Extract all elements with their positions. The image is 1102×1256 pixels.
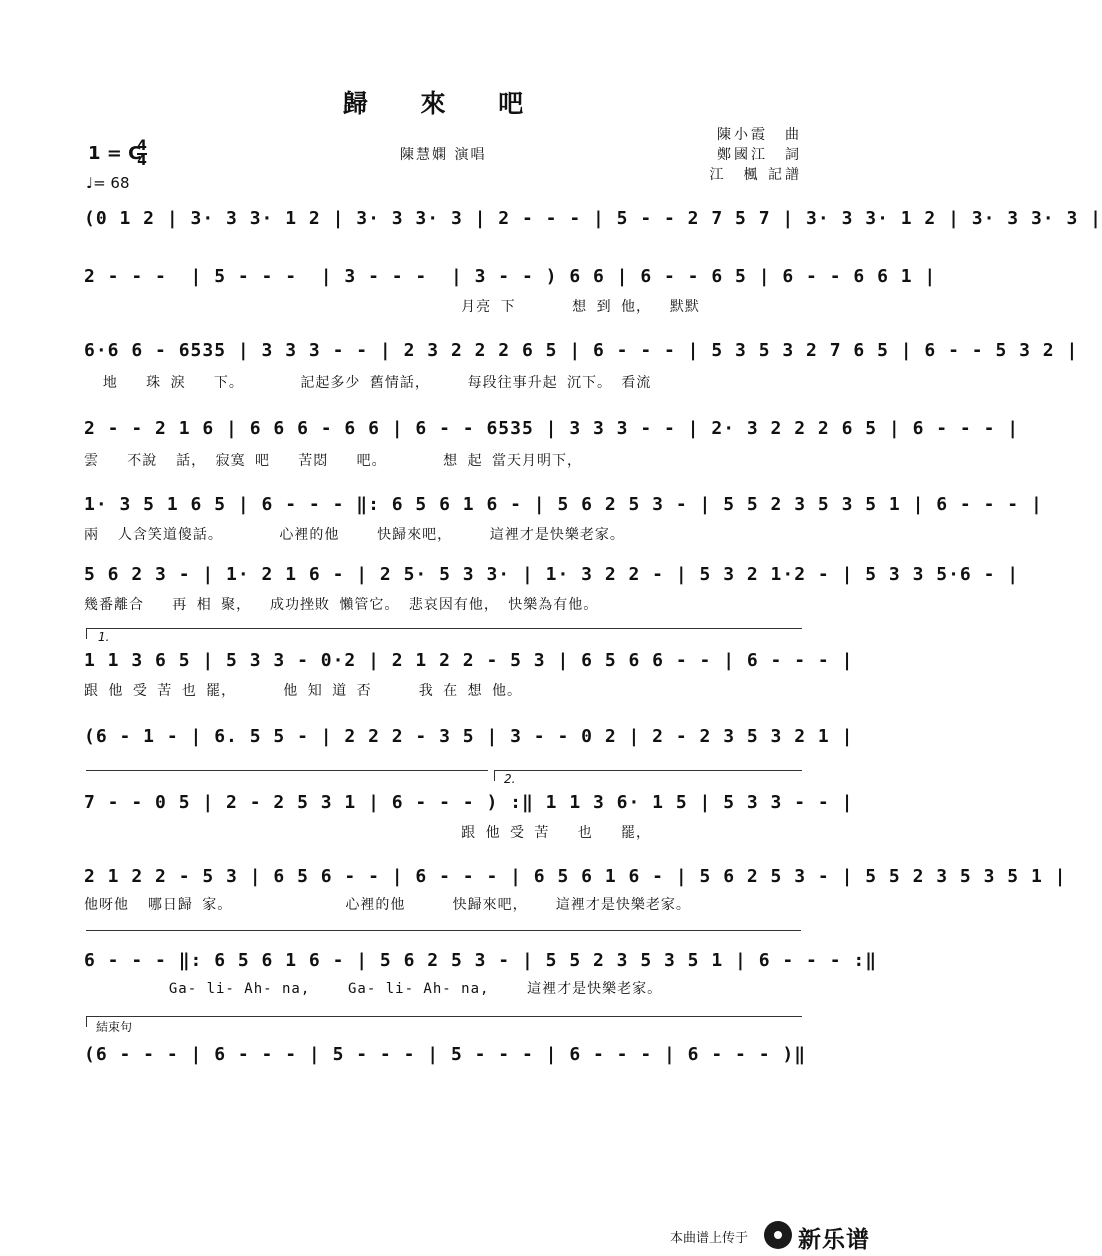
score-line-5-lyrics: 兩 人含笑道傻話。 心裡的他 快歸來吧， 這裡才是快樂老家。 bbox=[84, 527, 625, 543]
score-line-1-notes: (0 1 2 | 3· 3 3· 1 2 | 3· 3 3· 3 | 2 - - - | 5 - - 2 7 5 7 | 3· 3 3· 1 2 | 3· 3 3· 3 | bbox=[84, 208, 1102, 229]
score-title: 歸 來 吧 bbox=[342, 89, 546, 118]
score-line-10-lyrics: 他呀他 哪日歸 家。 心裡的他 快歸來吧， 這裡才是快樂老家。 bbox=[84, 897, 691, 913]
composer-credit: 陳小霞 曲 bbox=[717, 127, 802, 143]
upload-notice: 本曲谱上传于 bbox=[669, 1231, 748, 1246]
record-disc-icon bbox=[764, 1221, 792, 1249]
score-line-5-notes: 1· 3 5 1 6 5 | 6 - - - ‖: 6 5 6 1 6 - | 5 6 2 5 3 - | 5 5 2 3 5 3 5 1 | 6 - - - | bbox=[84, 494, 1043, 515]
score-line-11-notes: 6 - - - ‖: 6 5 6 1 6 - | 5 6 2 5 3 - | 5 5 2 3 5 3 5 1 | 6 - - - :‖ bbox=[84, 950, 878, 971]
score-line-12-notes: (6 - - - | 6 - - - | 5 - - - | 5 - - - | 6 - - - | 6 - - - )‖ bbox=[84, 1044, 807, 1065]
score-line-11-lyrics: Ga- li- Ah- na, Ga- li- Ah- na, 這裡才是快樂老家。 bbox=[84, 981, 663, 997]
site-logo[interactable]: 新乐谱 bbox=[798, 1227, 870, 1253]
coda-label: 結束句 bbox=[96, 1020, 133, 1034]
score-line-9-notes: 7 - - 0 5 | 2 - 2 5 3 1 | 6 - - - ) :‖ 1 1 3 6· 1 5 | 5 3 3 - - | bbox=[84, 792, 854, 813]
volta-2-continuation bbox=[86, 930, 801, 941]
score-line-4-notes: 2 - - 2 1 6 | 6 6 6 - 6 6 | 6 - - 6535 | 3 3 3 - - | 2· 3 2 2 2 6 5 | 6 - - - | bbox=[84, 418, 1020, 439]
time-signature bbox=[137, 140, 147, 168]
volta-2-bracket bbox=[494, 770, 802, 781]
volta-2-label: 2. bbox=[504, 772, 516, 786]
volta-1-label: 1. bbox=[98, 630, 110, 644]
lyricist-credit: 鄭國江 詞 bbox=[717, 147, 802, 163]
score-line-2-lyrics: 月亮 下 想 到 他， 默默 bbox=[84, 299, 700, 315]
transcriber-credit: 江 楓 記譜 bbox=[709, 167, 802, 183]
score-line-4-lyrics: 雲 不說 話， 寂寞 吧 苦悶 吧。 想 起 當天月明下， bbox=[84, 453, 583, 469]
score-line-2-notes: 2 - - - | 5 - - - | 3 - - - | 3 - - ) 6 6 | 6 - - 6 5 | 6 - - 6 6 1 | bbox=[84, 266, 937, 287]
score-line-7-notes: 1 1 3 6 5 | 5 3 3 - 0·2 | 2 1 2 2 - 5 3 | 6 5 6 6 - - | 6 - - - | bbox=[84, 650, 854, 671]
score-line-9-lyrics: 跟 他 受 苦 也 罷， bbox=[84, 825, 652, 841]
performer: 陳慧嫻 演唱 bbox=[400, 147, 487, 163]
score-line-10-notes: 2 1 2 2 - 5 3 | 6 5 6 - - | 6 - - - | 6 5 6 1 6 - | 5 6 2 5 3 - | 5 5 2 3 5 3 5 1 | bbox=[84, 866, 1067, 887]
score-line-8-notes: (6 - 1 - | 6. 5 5 - | 2 2 2 - 3 5 | 3 - - 0 2 | 2 - 2 3 5 3 2 1 | bbox=[84, 726, 854, 747]
coda-bracket bbox=[86, 1016, 802, 1027]
volta-1-continuation bbox=[86, 770, 488, 781]
time-signature-bottom: 4 bbox=[137, 153, 147, 169]
volta-1-bracket bbox=[86, 628, 802, 639]
score-line-3-notes: 6·6 6 - 6535 | 3 3 3 - - | 2 3 2 2 2 6 5 | 6 - - - | 5 3 5 3 2 7 6 5 | 6 - - 5 3 2 | bbox=[84, 340, 1079, 361]
time-signature-top: 4 bbox=[137, 138, 147, 154]
key-signature: 1 = C bbox=[88, 143, 142, 164]
score-line-3-lyrics: 地 珠 淚 下。 記起多少 舊情話， 每段往事升起 沉下。 看流 bbox=[84, 375, 652, 391]
score-line-6-notes: 5 6 2 3 - | 1· 2 1 6 - | 2 5· 5 3 3· | 1· 3 2 2 - | 5 3 2 1·2 - | 5 3 3 5·6 - | bbox=[84, 564, 1020, 585]
score-line-7-lyrics: 跟 他 受 苦 也 罷， 他 知 道 否 我 在 想 他。 bbox=[84, 683, 523, 699]
score-line-6-lyrics: 幾番離合 再 相 聚， 成功挫敗 懶管它。 悲哀因有他， 快樂為有他。 bbox=[84, 597, 599, 613]
tempo-marking: ♩= 68 bbox=[86, 174, 130, 192]
